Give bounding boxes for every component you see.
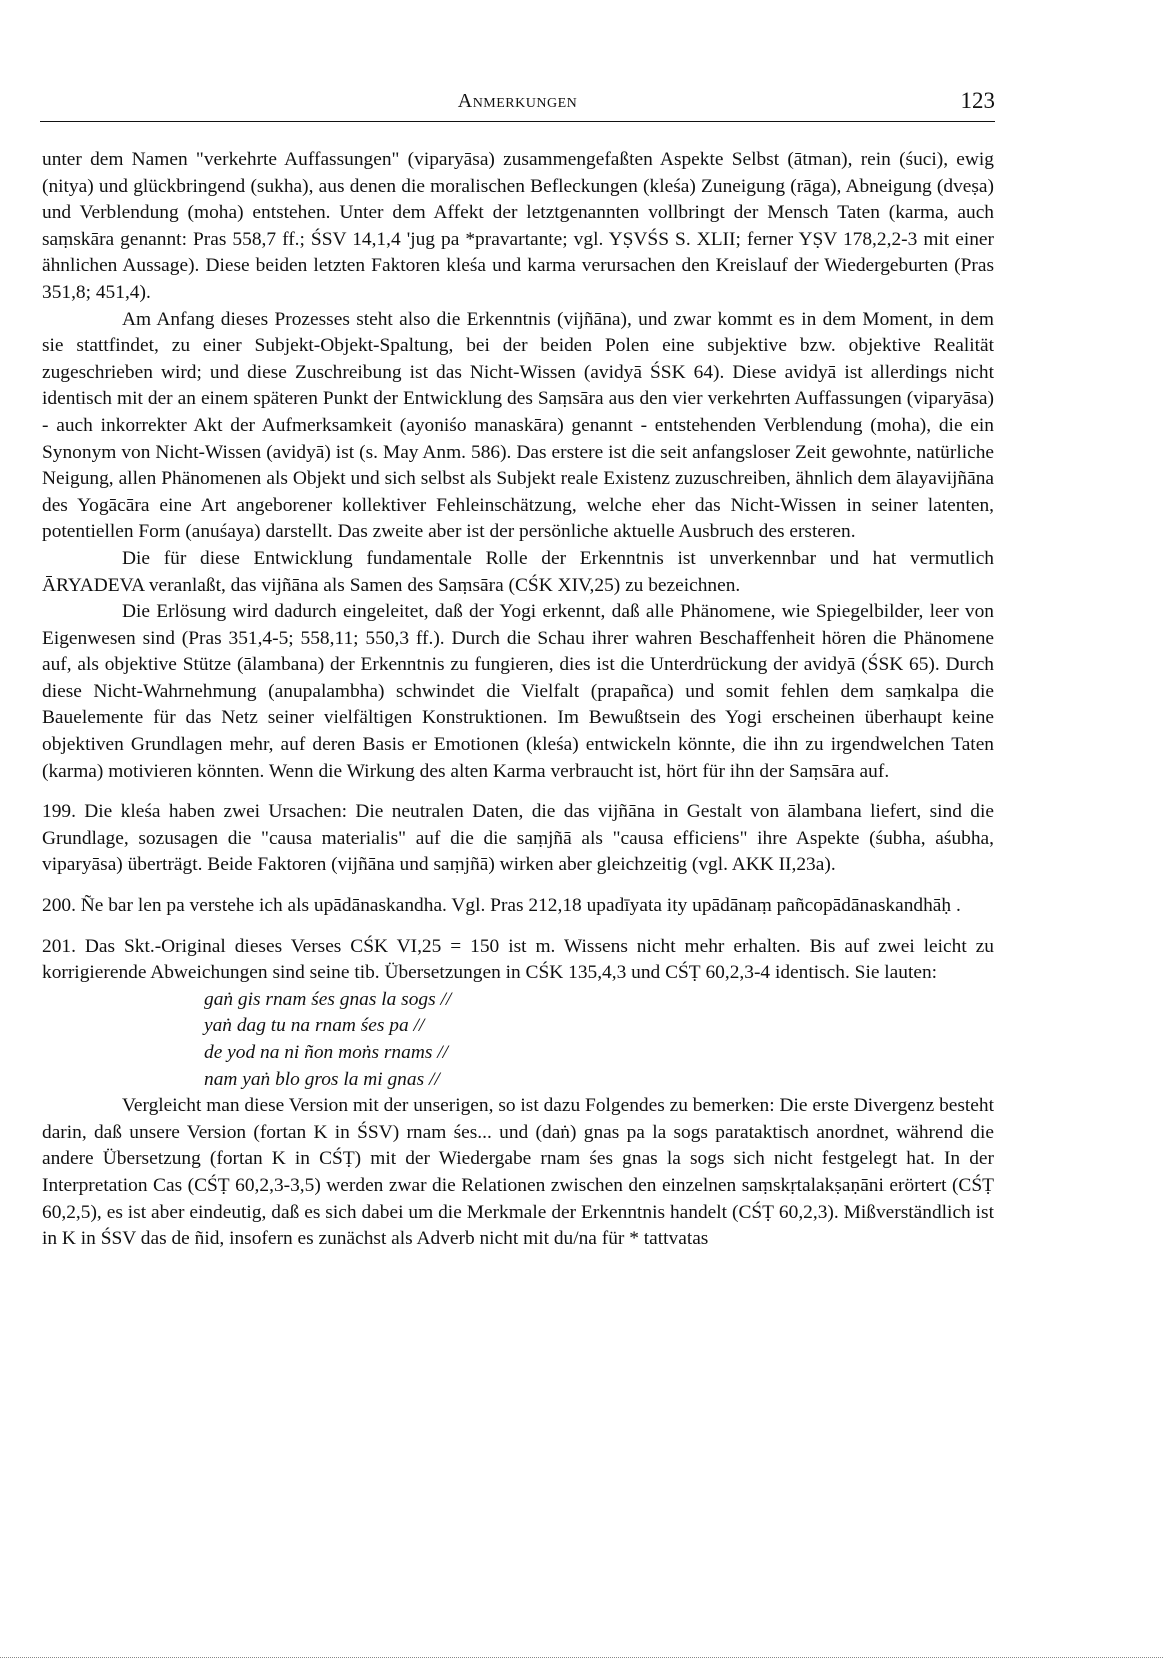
paragraph-continuation: unter dem Namen "verkehrte Auffassungen" (viparyāsa) zusammengefaßten Aspekte Selbst (ātman), rein (śuci), ewig (nitya) und glückbringend (sukha), aus denen die moralischen Befleckungen (kleśa) Zuneigung (rāga), Abneigung (dveṣa) und Verblendung (moha) entstehen. Unter dem Affekt der letztgenannten vollbringt der Mensch Taten (karma, auch saṃskāra genannt: Pras 558,7 ff.; ŚSV 14,1,4 'jug pa *pravartante; vgl. YṢVŚS S. XLII; ferner YṢV 178,2,2-3 mit einer ähnlichen Aussage). Diese beiden letzten Faktoren kleśa und karma verursachen den Kreislauf der Wiedergeburten (Pras 351,8; 451,4). [42, 149, 994, 303]
tibetan-verse [42, 987, 994, 1093]
paragraph-liberation: Die Erlösung wird dadurch eingeleitet, daß der Yogi erkennt, daß alle Phänomene, wie Spiegelbilder, leer von Eigenwesen sind (Pras 351,4-5; 558,11; 550,3 ff.). Durch die Schau ihrer wahren Beschaffenheit hören die Phänomene auf, als objektive Stütze (ālambana) der Erkenntnis zu fungieren, dies ist die Unterdrückung der avidyā (ŚSK 65). Durch diese Nicht-Wahrnehmung (anupalambha) schwindet die Vielfalt (prapañca) und somit fehlen dem saṃkalpa die Bauelemente für das Netz seiner vielfältigen Konstruktionen. Im Bewußtsein des Yogi erscheinen überhaupt keine objektiven Grundlagen mehr, auf deren Basis er Emotionen (kleśa) entwickeln könnte, die ihn zu irgendwelchen Taten (karma) motivieren könnten. Wenn die Wirkung des alten Karma verbraucht ist, hört für ihn der Saṃsāra auf. [42, 601, 994, 782]
running-header [40, 86, 995, 116]
note-199: 199. Die kleśa haben zwei Ursachen: Die neutralen Daten, die das vijñāna in Gestalt von ālambana liefert, sind die Grundlage, sozusagen die "causa materialis" auf die die saṃjñā als "causa efficiens" ihre Aspekte (śubha, aśubha, viparyāsa) überträgt. Beide Faktoren (vijñāna und saṃjñā) wirken aber gleichzeitig (vgl. AKK II,23a). [42, 801, 994, 876]
paragraph-comparison: Vergleicht man diese Version mit der unserigen, so ist dazu Folgendes zu bemerken: Die erste Divergenz besteht darin, daß unsere Version (fortan K in ŚSV) rnam śes... und (daṅ) gnas pa la sogs parataktisch anordnet, während die andere Übersetzung (fortan K in CŚṬ) mit der Wiedergabe rnam śes gnas la sogs sich nicht festgelegt hat. In der Interpretation Cas (CŚṬ 60,2,3-3,5) werden zwar die Relationen zwischen den einzelnen saṃskṛtalakṣaṇāni erörtert (CŚṬ 60,2,5), es ist aber eindeutig, daß es sich dabei um die Merkmale der Erkenntnis handelt (CŚṬ 60,2,3). Mißverständlich ist in K in ŚSV das de ñid, insofern es zunächst als Adverb nicht mit du/na für * tattvatas [42, 1095, 994, 1250]
verse-line: gaṅ gis rnam śes gnas la sogs // [204, 988, 452, 1010]
scan-edge [0, 1657, 1163, 1658]
paragraph-avidya: Am Anfang dieses Prozesses steht also die Erkenntnis (vijñāna), und zwar kommt es in dem Moment, in dem sie stattfindet, zu einer Subjekt-Objekt-Spaltung, bei der beiden Polen eine subjektive bzw. objektive Realität zugeschrieben wird; und diese Zuschreibung ist das Nicht-Wissen (avidyā ŚSK 64). Diese avidyā ist allerdings nicht identisch mit der an einem späteren Punkt der Entwicklung des Saṃsāra aus den vier verkehrten Auffassungen (viparyāsa) - auch inkorrekter Akt der Aufmerksamkeit (ayoniśo manaskāra) genannt - entstehenden Verblendung (moha), die ein Synonym von Nicht-Wissen (avidyā) ist (s. May Anm. 586). Das erstere ist die seit anfangsloser Zeit gewohnte, natürliche Neigung, allen Phänomenen als Objekt und sich selbst als Subjekt reale Existenz zuzuschreiben, ähnlich dem ālayavijñāna des Yogācāra eine Art angeborener kollektiver Fehleinschätzung, welche eher das Nicht-Wissen in seiner latenten, potentiellen Form (anuśaya) darstellt. Das zweite aber ist der persönliche aktuelle Ausbruch des ersteren. [42, 308, 994, 543]
verse-line: nam yaṅ blo gros la mi gnas // [204, 1068, 440, 1090]
paragraph-vijnana-role: Die für diese Entwicklung fundamentale Rolle der Erkenntnis ist unverkennbar und hat vermutlich ĀRYADEVA veranlaßt, das vijñāna als Samen des Saṃsāra (CŚK XIV,25) zu bezeichnen. [42, 547, 994, 596]
verse-line: yaṅ dag tu na rnam śes pa // [204, 1015, 425, 1037]
main-text [42, 147, 994, 1253]
running-title: Anmerkungen [457, 90, 578, 112]
note-200: 200. Ñe bar len pa verstehe ich als upādānaskandha. Vgl. Pras 212,18 upadīyata ity upādānaṃ pañcopādānaskandhāḥ . [42, 895, 961, 917]
header-rule [40, 121, 995, 122]
note-201: 201. Das Skt.-Original dieses Verses CŚK VI,25 = 150 ist m. Wissens nicht mehr erhalten. Bis auf zwei leicht zu korrigierende Abweichungen sind seine tib. Übersetzungen in CŚK 135,4,3 und CŚṬ 60,2,3-4 identisch. Sie lauten: [42, 935, 994, 984]
page-number: 123 [960, 88, 995, 113]
verse-line: de yod na ni ñon moṅs rnams // [204, 1042, 448, 1063]
